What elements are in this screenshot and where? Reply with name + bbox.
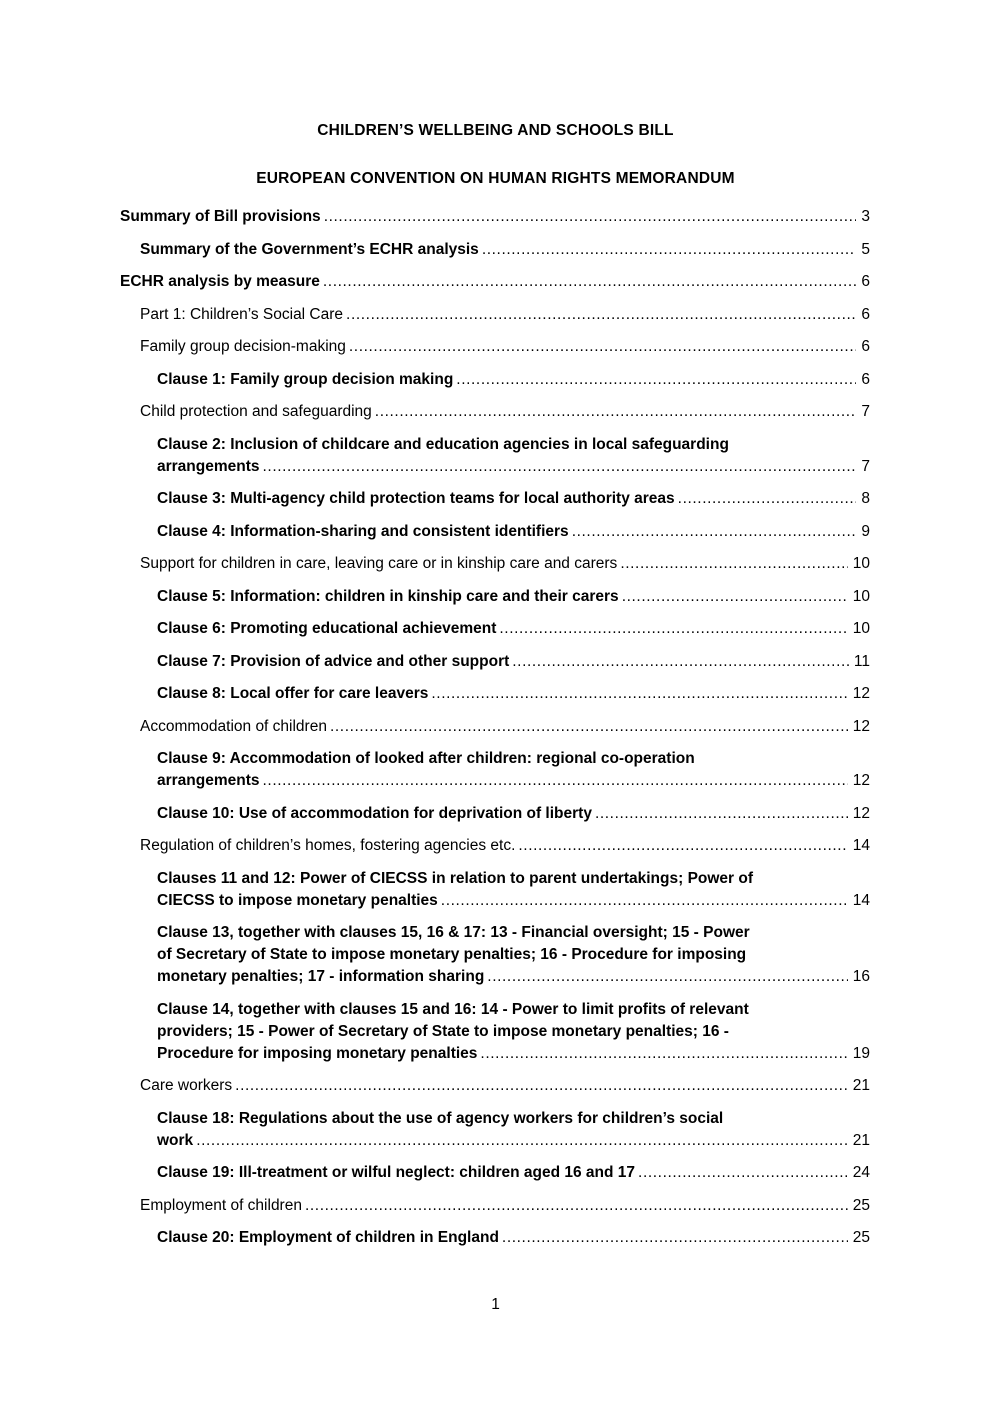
toc-entry-line [140, 835, 870, 857]
toc-page-number: 10 [852, 555, 870, 572]
toc-page-number: 7 [861, 403, 870, 420]
toc-entry-text: Family group decision-making [140, 338, 346, 355]
toc-entry-text: Clause 4: Information-sharing and consistent identifiers [157, 522, 569, 540]
dot-leader [456, 369, 856, 391]
toc-entry-line [157, 999, 870, 1021]
toc-list [120, 206, 870, 1260]
toc-page-number: 24 [852, 1164, 870, 1181]
toc-entry-text: Clause 9: Accommodation of looked after children: regional co-operation [157, 750, 695, 767]
toc-entry-text: ECHR analysis by measure [120, 273, 320, 290]
dot-leader [196, 1130, 848, 1152]
toc-entry-line [157, 683, 870, 705]
toc-entry-text: Clause 1: Family group decision making [157, 370, 454, 388]
dot-leader [324, 206, 857, 228]
toc-entry[interactable] [120, 748, 870, 792]
toc-entry[interactable] [120, 1227, 870, 1249]
toc-entry-line [157, 521, 870, 543]
toc-entry-line [157, 618, 870, 640]
dot-leader [346, 304, 856, 326]
dot-leader [375, 401, 857, 423]
toc-entry-line [157, 1162, 870, 1184]
toc-entry-line [120, 206, 870, 228]
toc-entry-text: monetary penalties; 17 - information sharing [157, 968, 485, 985]
toc-entry-text: Accommodation of children [140, 717, 327, 735]
toc-entry-line [157, 803, 870, 825]
dot-leader [349, 336, 856, 358]
toc-entry-line [157, 748, 870, 770]
dot-leader [441, 890, 848, 912]
toc-page-number: 19 [852, 1044, 870, 1062]
toc-entry-text: Clause 10: Use of accommodation for deprivation of liberty [157, 804, 592, 822]
dot-leader [512, 651, 849, 673]
toc-entry[interactable] [120, 716, 870, 738]
toc-entry-line [157, 1108, 870, 1130]
toc-entry-line [157, 1130, 870, 1152]
dot-leader [595, 803, 848, 825]
toc-entry-text: Regulation of children’s homes, fostering agencies etc. [140, 837, 516, 854]
toc-entry-line [157, 651, 870, 673]
toc-page-number: 12 [852, 772, 870, 789]
toc-page-number: 14 [852, 891, 870, 909]
toc-entry-line [157, 966, 870, 988]
toc-page-number: 8 [861, 490, 870, 507]
toc-entry-text: Clause 6: Promoting educational achievement [157, 620, 497, 637]
dot-leader [638, 1162, 848, 1184]
toc-entry[interactable] [120, 1162, 870, 1184]
toc-page-number: 6 [861, 273, 870, 290]
footer-page-number: 1 [491, 1296, 500, 1313]
toc-entry-text: arrangements [157, 772, 260, 789]
toc-entry[interactable] [120, 999, 870, 1065]
dot-leader [330, 716, 848, 738]
toc-entry-text: providers; 15 - Power of Secretary of State to impose monetary penalties; 16 - [157, 1022, 729, 1040]
toc-page-number: 12 [852, 717, 870, 735]
toc-entry-text: Clause 3: Multi-agency child protection teams for local authority areas [157, 490, 675, 507]
toc-page-number: 25 [852, 1196, 870, 1214]
toc-entry-line [157, 434, 870, 456]
toc-entry[interactable] [120, 434, 870, 478]
toc-entry-line [157, 1021, 870, 1043]
toc-entry[interactable] [120, 1075, 870, 1097]
toc-entry-line [157, 488, 870, 510]
toc-entry-text: Support for children in care, leaving care or in kinship care and carers [140, 555, 618, 572]
dot-leader [572, 521, 857, 543]
toc-entry-line [157, 369, 870, 391]
toc-page-number: 10 [852, 587, 870, 605]
document-title-line2: EUROPEAN CONVENTION ON HUMAN RIGHTS MEMORANDUM [256, 170, 735, 187]
toc-entry[interactable] [120, 922, 870, 988]
dot-leader [305, 1195, 848, 1217]
toc-entry-text: Child protection and safeguarding [140, 403, 372, 420]
toc-entry[interactable] [120, 271, 870, 293]
toc-entry-text: work [157, 1131, 194, 1149]
dot-leader [518, 835, 847, 857]
toc-entry-line [157, 890, 870, 912]
toc-page-number: 16 [852, 968, 870, 985]
toc-entry-text: Summary of Bill provisions [120, 208, 321, 225]
dot-leader [323, 271, 857, 293]
toc-entry-text: Procedure for imposing monetary penalties [157, 1044, 478, 1062]
toc-entry-text: Employment of children [140, 1196, 302, 1214]
dot-leader [499, 618, 847, 640]
toc-entry-line [157, 868, 870, 890]
dot-leader [431, 683, 847, 705]
toc-entry[interactable] [120, 304, 870, 326]
toc-entry[interactable] [120, 239, 870, 261]
toc-page-number: 6 [861, 338, 870, 355]
toc-entry[interactable] [120, 369, 870, 391]
toc-entry-text: Summary of the Government’s ECHR analysis [140, 240, 479, 258]
toc-entry-text: CIECSS to impose monetary penalties [157, 891, 438, 909]
toc-entry-line [140, 553, 870, 575]
toc-entry-text: Clause 8: Local offer for care leavers [157, 685, 429, 702]
toc-page-number: 9 [861, 522, 870, 540]
toc-entry-line [140, 304, 870, 326]
toc-page-number: 10 [852, 620, 870, 637]
toc-entry[interactable] [120, 553, 870, 575]
toc-page-number: 25 [852, 1229, 870, 1246]
dot-leader [678, 488, 857, 510]
toc-entry-text: Clause 14, together with clauses 15 and 16: 14 - Power to limit profits of relevant [157, 1000, 749, 1018]
toc-entry-text: Clause 13, together with clauses 15, 16 & 17: 13 - Financial oversight; 15 - Power [157, 924, 750, 941]
toc-page-number: 12 [852, 804, 870, 822]
dot-leader [482, 239, 857, 261]
toc-entry[interactable] [120, 521, 870, 543]
toc-entry-text: of Secretary of State to impose monetary penalties; 16 - Procedure for imposing [157, 946, 747, 963]
toc-entry[interactable] [120, 835, 870, 857]
toc-page-number: 12 [852, 685, 870, 702]
toc-page-number: 11 [853, 652, 870, 670]
toc-page-number: 5 [861, 240, 870, 258]
toc-entry-line [157, 456, 870, 478]
toc-entry-text: Clause 20: Employment of children in England [157, 1229, 499, 1246]
toc-entry-line [140, 336, 870, 358]
toc-entry-text: arrangements [157, 457, 260, 475]
toc-entry-text: Clause 19: Ill-treatment or wilful neglect: children aged 16 and 17 [157, 1164, 636, 1181]
toc-entry-line [157, 1043, 870, 1065]
toc-entry[interactable] [120, 488, 870, 510]
toc-entry-text: Care workers [140, 1077, 233, 1094]
toc-entry[interactable] [120, 1108, 870, 1152]
toc-entry-line [140, 716, 870, 738]
toc-entry-text: Clauses 11 and 12: Power of CIECSS in relation to parent undertakings; Power of [157, 869, 754, 887]
toc-entry[interactable] [120, 651, 870, 673]
dot-leader [263, 456, 857, 478]
toc-entry[interactable] [120, 401, 870, 423]
toc-entry-line [140, 1195, 870, 1217]
toc-entry[interactable] [120, 206, 870, 228]
toc-entry-line [157, 944, 870, 966]
toc-entry[interactable] [120, 586, 870, 608]
toc-entry-text: Clause 7: Provision of advice and other support [157, 652, 510, 670]
toc-entry[interactable] [120, 336, 870, 358]
toc-page-number: 7 [861, 457, 870, 475]
dot-leader [263, 770, 848, 792]
toc-page-number: 6 [861, 305, 870, 323]
toc-entry-line [157, 922, 870, 944]
toc-entry-line [157, 586, 870, 608]
toc-page-number: 3 [861, 208, 870, 225]
document-title-line1: CHILDREN’S WELLBEING AND SCHOOLS BILL [317, 122, 674, 139]
toc-entry[interactable] [120, 803, 870, 825]
toc-entry-line [157, 770, 870, 792]
toc-entry[interactable] [120, 618, 870, 640]
toc-page-number: 6 [861, 370, 870, 388]
toc-entry-line [140, 401, 870, 423]
toc-entry[interactable] [120, 868, 870, 912]
toc-entry-line [140, 1075, 870, 1097]
toc-entry-line [157, 1227, 870, 1249]
dot-leader [480, 1043, 847, 1065]
toc-entry-text: Clause 2: Inclusion of childcare and education agencies in local safeguarding [157, 435, 729, 453]
toc-entry-text: Clause 18: Regulations about the use of agency workers for children’s social [157, 1109, 724, 1127]
dot-leader [487, 966, 847, 988]
toc-entry-text: Clause 5: Information: children in kinship care and their carers [157, 587, 619, 605]
dot-leader [502, 1227, 848, 1249]
toc-entry-line [140, 239, 870, 261]
toc-entry[interactable] [120, 683, 870, 705]
dot-leader [620, 553, 847, 575]
toc-entry[interactable] [120, 1195, 870, 1217]
toc-entry-line [120, 271, 870, 293]
dot-leader [622, 586, 848, 608]
toc-page-number: 21 [852, 1131, 870, 1149]
toc-page-number: 14 [852, 837, 870, 854]
dot-leader [235, 1075, 848, 1097]
toc-entry-text: Part 1: Children’s Social Care [140, 305, 344, 323]
toc-page-number: 21 [852, 1077, 870, 1094]
